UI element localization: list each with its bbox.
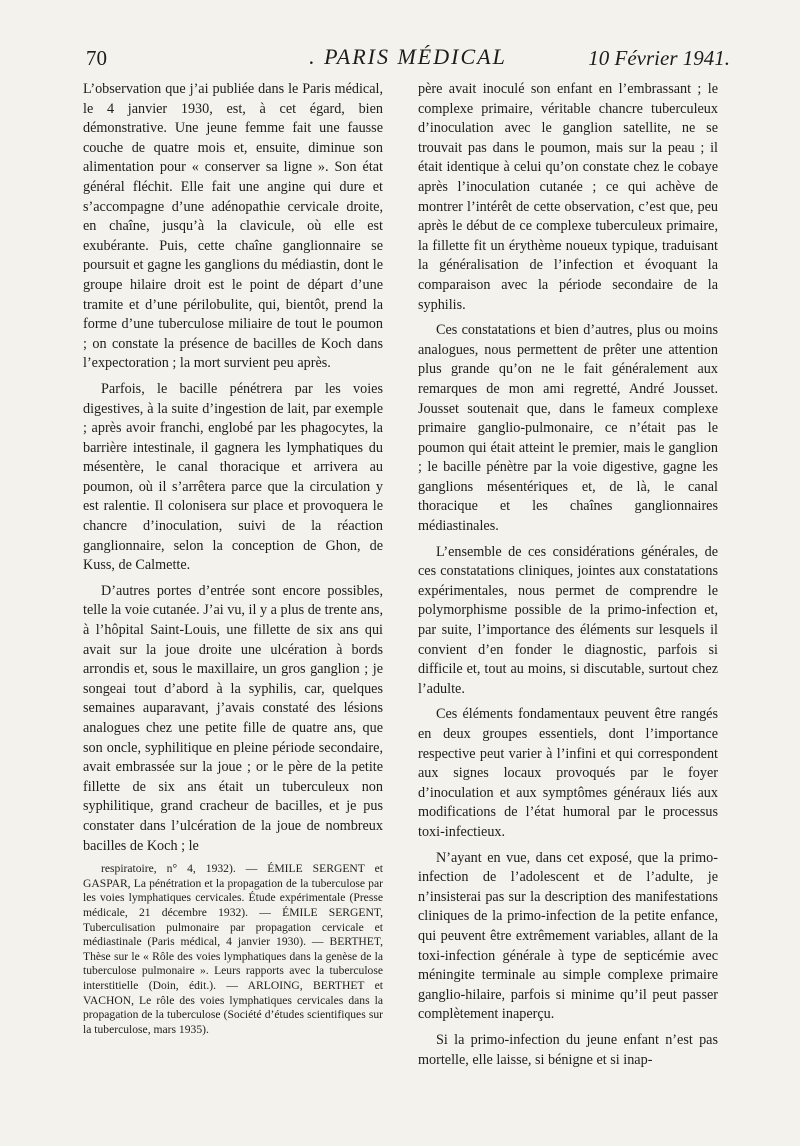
right-column xyxy=(418,80,718,1076)
page-number: 70 xyxy=(86,46,107,70)
page-header xyxy=(86,44,730,74)
footnotes: respiratoire, n° 4, 1932). — ÉMILE SERGENT et GASPAR, La pénétration et la propagation de la tuberculose par les voies lymphatiques cervicales. Étude expérimentale (Presse médicale, 21 décembre 1932). — ÉMILE SERGENT, Tuberculisation pulmonaire par propagation cervicale et médiastinale (Paris médical, 4 janvier 1930). — BERTHET, Thèse sur le « Rôle des voies lymphatiques dans la genèse de la tuberculose pulmonaire ». Leurs rapports avec la tuberculose interstitielle (Doin, édit.). — ARLOING, BERTHET et VACHON, Le rôle des voies lymphatiques cervicales dans la propagation de la tuberculose (Société d’études scientifiques sur la tuberculose, mars 1935). xyxy=(83,862,383,1036)
paragraph: L’observation que j’ai publiée dans le Paris médical, le 4 janvier 1930, est, à cet égard, bien démonstrative. Une jeune femme fait une fausse couche de quatre mois et, ensuite, diminue son alimentation pour « conserver sa ligne ». Son état général fléchit. Elle fait une angine qui dure et s’accompagne d’une adénopathie cervicale droite, en chaîne, jusqu’à la clavicule, où elle est exubérante. Puis, cette chaîne ganglionnaire se poursuit et gagne les ganglions du médiastin, dont le groupe hilaire droit est le point de départ d’une tramite et d’une périlobulite, qui, bientôt, prend la forme d’une tuberculose miliaire de tout le poumon ; on constate la présence de bacilles de Koch dans l’expectoration ; la mort survient peu après. xyxy=(83,81,383,372)
issue-date: 10 Février 1941. xyxy=(588,46,730,70)
left-column xyxy=(83,80,383,1043)
paragraph: Parfois, le bacille pénétrera par les voies digestives, à la suite d’ingestion de lait, par exemple ; après avoir franchi, englobé par les phagocytes, la barrière intestinale, il gagnera les lymphatiques du mésentère, le canal thoracique et arrivera au poumon, où il s’arrêtera parce que la circulation y est ralentie. Il colonisera sur place et provoquera le chancre d’inoculation, suivi de la réaction ganglionnaire, selon la conception de Ghon, de Kuss, de Calmette. xyxy=(83,380,383,574)
paragraph: Ces éléments fondamentaux peuvent être rangés en deux groupes essentiels, dont l’importance respective peut varier à l’infini et qui correspondent aux signes locaux provoqués par le foyer d’inoculation et aux symptômes généraux liés aux modifications de l’état humoral par le processus toxi-infectieux. xyxy=(418,706,718,840)
paragraph: D’autres portes d’entrée sont encore possibles, telle la voie cutanée. J’ai vu, il y a plus de trente ans, à l’hôpital Saint-Louis, une fillette de six ans qui avait sur la joue droite une ulcération à bords arrondis et, sous le maxillaire, un gros ganglion ; je songeai tout d’abord à la syphilis, car, quelques semaines auparavant, j’avais constaté des lésions analogues chez une petite fille de quatre ans, que son oncle, syphilitique en pleine période secondaire, avait embrassée sur la joue ; or le père de la petite fillette de six ans était un tuberculeux non syphilitique, grand cracheur de bacilles, et je pus constater dans l’ulcération de la joue de nombreux bacilles de Koch ; le xyxy=(83,582,383,854)
paragraph: N’ayant en vue, dans cet exposé, que la primo-infection de l’adolescent et de l’adulte, je n’insisterai pas sur la description des manifestations cliniques de la primo-infection de la petite enfance, qui peuvent être extrêmement variables, allant de la toxi-infection générale à type de septicémie avec méningite terminale au simple complexe primaire ganglio-hilaire, parfois si minime qu’il peut passer complètement inaperçu. xyxy=(418,849,718,1023)
paragraph: L’ensemble de ces considérations générales, de ces constatations cliniques, jointes aux constatations expérimentales, nous permet de comprendre le polymorphisme possible de la primo-infection et, par suite, l’importance des éléments sur lesquels il convient d’en fonder le diagnostic, parfois si difficile et, tout au moins, si discutable, surtout chez l’adulte. xyxy=(418,543,718,697)
paragraph: Ces constatations et bien d’autres, plus ou moins analogues, nous permettent de prêter une attention plus grande qu’on ne le fait généralement aux remarques de mon ami regretté, André Jousset. Jousset soutenait que, dans le fameux complexe primaire ganglio-pulmonaire, ce n’était pas le poumon qui était atteint le premier, mais le ganglion ; le bacille pénètre par la voie digestive, gagne les ganglions mésentériques et, de là, le canal thoracique et les chaînes ganglionnaires médiastinales. xyxy=(418,322,718,535)
paragraph: père avait inoculé son enfant en l’embrassant ; le complexe primaire, véritable chancre tuberculeux d’inoculation avec le ganglion satellite, ne se trouvait pas dans le poumon, mais sur la peau ; il était identique à celui qu’on constate chez le cobaye après l’inoculation cutanée ; ce qui achève de montrer l’intérêt de cette observation, c’est que, peu après le début de ce complexe tuberculeux primaire, la fillette fit un érythème noueux typique, traduisant la généralisation de l’infection et évoquant la comparaison avec la période secondaire de la syphilis. xyxy=(418,81,718,313)
paragraph: Si la primo-infection du jeune enfant n’est pas mortelle, elle laisse, si bénigne et si inap- xyxy=(418,1031,718,1068)
journal-title: . PARIS MÉDICAL xyxy=(309,44,507,69)
